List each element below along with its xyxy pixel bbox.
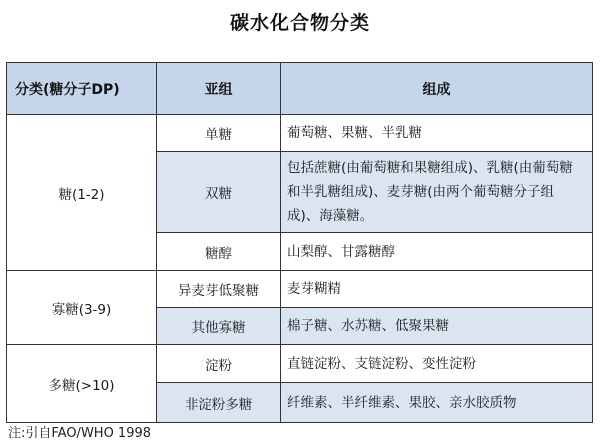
subgroup-cell: 单糖 — [157, 115, 281, 152]
subgroup-cell: 非淀粉多糖 — [157, 383, 281, 423]
category-cell-sugars: 糖(1-2) — [7, 115, 157, 271]
table-header-row — [7, 63, 593, 115]
subgroup-cell: 双糖 — [157, 152, 281, 233]
table-row — [7, 271, 593, 308]
subgroup-cell: 异麦芽低聚糖 — [157, 271, 281, 308]
subgroup-cell: 其他寡糖 — [157, 308, 281, 345]
composition-cell: 山梨醇、甘露糖醇 — [281, 233, 593, 271]
table-row — [7, 115, 593, 152]
table-row — [7, 345, 593, 383]
carbohydrate-classification-table — [6, 62, 593, 423]
composition-cell: 包括蔗糖(由葡萄糖和果糖组成)、乳糖(由葡萄糖和半乳糖组成)、麦芽糖(由两个葡萄糖分子组成)、海藻糖。 — [281, 152, 593, 233]
header-category: 分类(糖分子DP) — [7, 63, 157, 115]
subgroup-cell: 糖醇 — [157, 233, 281, 271]
composition-cell: 直链淀粉、支链淀粉、变性淀粉 — [281, 345, 593, 383]
page-title: 碳水化合物分类 — [229, 12, 370, 34]
source-note: 注:引自FAO/WHO 1998 — [8, 426, 152, 441]
category-cell-polysaccharides: 多糖(>10) — [7, 345, 157, 423]
subgroup-cell: 淀粉 — [157, 345, 281, 383]
composition-cell: 纤维素、半纤维素、果胶、亲水胶质物 — [281, 383, 593, 423]
composition-cell: 葡萄糖、果糖、半乳糖 — [281, 115, 593, 152]
composition-cell: 棉子糖、水苏糖、低聚果糖 — [281, 308, 593, 345]
category-cell-oligosaccharides: 寡糖(3-9) — [7, 271, 157, 345]
header-composition: 组成 — [281, 63, 593, 115]
composition-cell: 麦芽糊精 — [281, 271, 593, 308]
header-subgroup: 亚组 — [157, 63, 281, 115]
